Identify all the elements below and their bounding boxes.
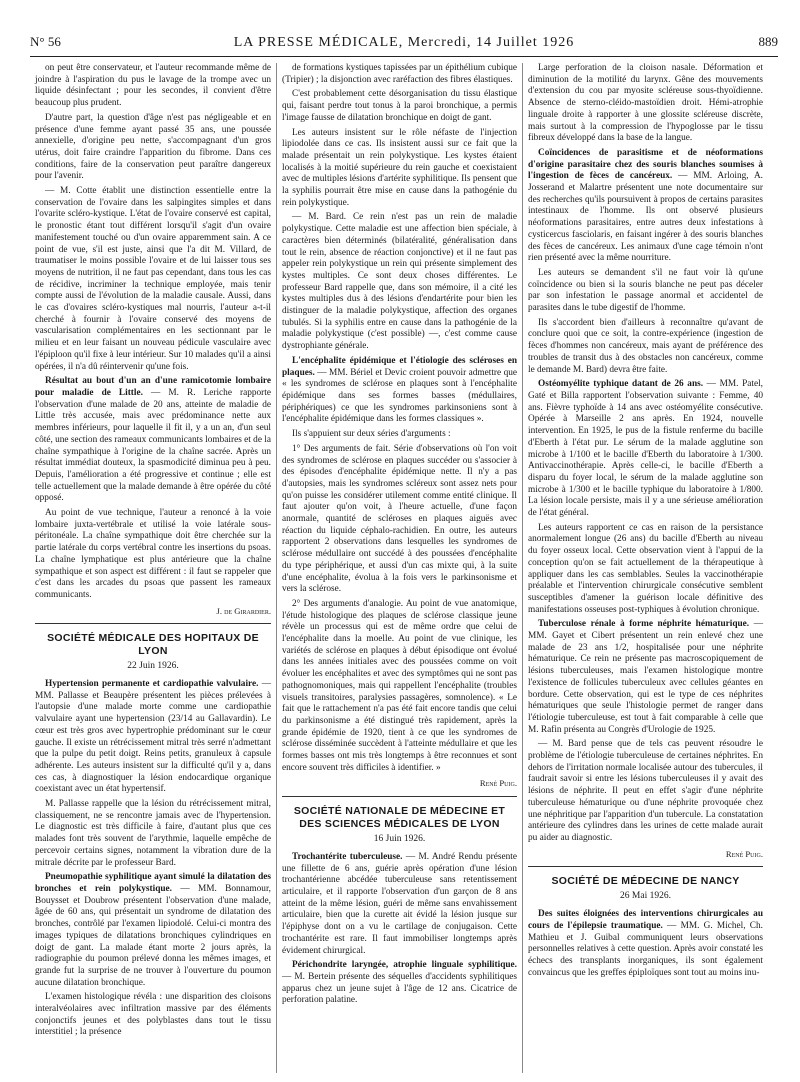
article-heading: L'encéphalite épidémique et l'étiologie des scléroses en plaques. (282, 355, 517, 378)
paragraph: — MM. Bériel et Devic croient pouvoir admettre que « les syndromes de sclérose en plaques sont à l'encéphalite épidémique dans ses formes basses (médullaires, périphériques) ce que les syndromes parkinsoniens sont à l'encéphalite épidémique dans les formes classiques ». (282, 367, 517, 425)
paragraph: Au point de vue technique, l'auteur a renoncé à la voie lombaire juxta-vertébrale et utilisé la voie latérale sous-péritonéale. La chaîne sympathique doit être cherchée sur la partie latérale du corps vertébral contre les insertions du psoas. La chaîne lymphatique est plus antérieure que la chaîne sympathique et son aspect est différent : il faut se rappeler que c'est dans les arcades du psoas que passent les rameaux communicants. (35, 508, 271, 600)
issue-number: N° 56 (30, 34, 61, 49)
article-block (528, 619, 763, 736)
article-heading: Pneumopathie syphilitique ayant simulé la dilatation des bronches et rein polykystique. (35, 872, 271, 894)
article-heading: Résultat au bout d'un an d'une ramicotomie lombaire pour maladie de Little. (35, 376, 271, 398)
paragraph: Les auteurs insistent sur le rôle néfaste de l'injection lipiodolée dans ce cas. Ils insistent aussi sur ce fait que la malade présentait un rein polykystique. Les kystes étaient localisés à la moitié supérieure du rein gauche et coexistaient avec de multiples lésions d'artérite syphilitique. Ils pensent que la syphilis pourrait être mise en cause dans la pathogénie du rein polykystique. (282, 127, 517, 208)
column-1 (30, 63, 276, 1073)
article-heading: Trochantérite tuberculeuse. (292, 851, 403, 862)
article-heading: Des suites éloignées des interventions chirurgicales au cours de l'épilepsie traumatique. (528, 909, 763, 931)
divider (528, 866, 763, 867)
paragraph: — MM. Bonnamour, Bouysset et Doubrow présentent l'observation d'une malade, âgée de 60 ans, qui présentait un syndrome de dilatation des bronches, contrôlé par l'examen lipiodolé. Celui-ci montra des images typiques de dilatations bronchiques cylindriques en doigt de gant. La malade étant morte 2 jours après, la radiographie du poumon prélevé donna les mêmes images, et grande fut la surprise de ne trouver à l'ouverture du poumon aucune dilatation bronchique. (35, 884, 271, 988)
article-block (528, 379, 763, 519)
signature: René Puig. (725, 848, 763, 859)
paragraph: Ils s'appuient sur deux séries d'arguments : (292, 429, 451, 440)
paragraph: — M. Bard. Ce rein n'est pas un rein de maladie polykystique. Cette maladie est une affection bien spéciale, à caractères bien déterminés (bilatéralité, généralisation dans tout le rein, absence de réaction conjonctive) et il ne faut pas appeler rein polykystique un rein qui présente simplement des kystes multiples. Ce sont deux choses différentes. Le professeur Bard rappelle que, dans son mémoire, il a cité les kystes multiples dus à des lésions d'endartérite pour bien les distinguer de la maladie polykystique, affection des organes tubulés. Si la syphilis entre en cause dans la pathogénie de la maladie polykystique (c'est possible) —, c'est comme cause dystrophiante générale. (282, 212, 517, 352)
column-2 (276, 63, 522, 1073)
signature: J. de Girardier. (216, 605, 271, 616)
paragraph: C'est probablement cette désorganisation du tissu élastique qui, faisant perdre tout tonus à la paroi bronchique, a permis l'image fausse de dilatation bronchique en doigt de gant. (282, 89, 517, 123)
section-title: SOCIÉTÉ MÉDICALE DES HOPITAUX DE LYON (47, 632, 259, 658)
page-header (30, 34, 778, 57)
journal-title: LA PRESSE MÉDICALE, Mercredi, 14 Juillet 1926 (233, 35, 575, 50)
section-title: SOCIÉTÉ NATIONALE DE MÉDECINE ET DES SCIENCES MÉDICALES DE LYON (293, 805, 506, 831)
divider (282, 796, 517, 797)
column-3 (522, 63, 768, 1073)
article-heading: Hypertension permanente et cardiopathie valvulaire. (45, 679, 259, 690)
columns (30, 63, 778, 1073)
article-block (35, 679, 271, 796)
paragraph: — MM. Gayet et Cibert présentent un rein enlevé chez une malade de 23 ans 1/2, hospitalisée pour une néphrite hématurique. Ce rein ne présente pas macroscopiquement de lésions tuberculeuses, mais l'examen histologique montre l'existence de follicules tuberculeux avec cellules géantes en bordure. Cette observation, qui est le type de ces néphrites hématuriques que seule l'histologie permet de ranger dans l'étiologie tuberculeuse, est tout à fait comparable à celle que M. Rafin présenta au Congrès d'Urologie de 1925. (528, 619, 763, 735)
article-block (528, 909, 763, 979)
paragraph: — MM. Patel, Gaté et Billa rapportent l'observation suivante : Femme, 40 ans. Fièvre typhoïde à 14 ans avec ostéomyélite consécutive. Opérée à Marseille 2 ans après. En 1924, nouvelle intervention. En 1925, le pus de la fistule renferme du bacille d'Eberth à l'état pur. Le sérum de la malade agglutine son microbe à 1/100 et le bacille d'Eberth du laboratoire à 1/300. Antivaccinothérapie. Après celle-ci, le bacille d'Eberth a disparu du foyer local, le sérum de la malade agglutine son microbe à 1/300 et le bacille typhique du laboratoire à 1/800. La lésion locale persiste, mais il y a une sérieuse amélioration de l'état général. (528, 379, 763, 519)
paragraph: Les auteurs rapportent ce cas en raison de la persistance anormalement longue (26 ans) du bacille d'Eberth au niveau du foyer osseux local. Cette observation vient à l'appui de la conception qu'on se fait actuellement de la thérapeutique à appliquer dans les cas semblables. Seules la vaccinothérapie préalable et l'intervention chirurgicale consécutive semblent susceptibles d'amener la guérison locale définitive des manifestations osseuses post-typhiques à évolution chronique. (528, 522, 763, 615)
article-block (35, 376, 271, 505)
paragraph: — M. André Rendu présente une fillette de 6 ans, guérie après opération d'une lésion trochantérienne abcédée tuberculeuse sans retentissement articulaire, et il rapporte l'observation d'un garçon de 8 ans atteint de la même lésion, guéri de même sans envahissement articulaire, bien que la curette ait évidé la lésion jusque sur l'épiphyse dont on a vu le cartilage de conjugaison. Cette trochantérite est rare. Il faut immobiliser longtemps après évidement chirurgical. (282, 851, 517, 956)
section-date: 22 Juin 1926. (127, 661, 179, 672)
paragraph: Les auteurs se demandent s'il ne faut voir là qu'une coïncidence ou bien si la souris blanche ne peut pas déceler par son infestation le passage anormal et accidentel de parasites dans le tube digestif de l'homme. (528, 267, 763, 314)
paragraph: — MM. G. Michel, Ch. Mathieu et J. Guibal communiquent leurs observations personnelles relatives à cette question. Après avoir constaté les échecs des transplants inorganiques, ils sont également convaincus que les greffes épiploïques sont tout au moins inu- (528, 920, 763, 978)
signature: René Puig. (479, 778, 517, 789)
section-date: 26 Mai 1926. (620, 891, 671, 902)
paragraph: — MM. Arloing, A. Josserand et Malartre présentent une note documentaire sur des recherches qu'ils poursuivent à propos de certains parasites intestinaux de l'homme. Ils ont observé plusieurs néoformations parasitaires, entre autres deux infestations à cysticercus fasciolaris, en faisant ingérer à des souris blanches des fèces de cancéreux. Les animaux d'une cage témoin n'ont rien présenté avec la même nourriture. (528, 171, 763, 264)
article-heading: Tuberculose rénale à forme néphrite hématurique. (538, 619, 750, 630)
paragraph: — M. Bertein présente des séquelles d'accidents syphilitiques apparus chez un jeune sujet à l'âge de 12 ans. Cicatrice de perforation palatine. (282, 971, 517, 1006)
article-block (35, 872, 271, 989)
paragraph: de formations kystiques tapissées par un épithélium cubique (Tripier) ; la disjonction avec raréfaction des fibres élastiques. (282, 63, 517, 85)
paragraph: — M. R. Leriche rapporte l'observation d'une malade de 20 ans, atteinte de maladie de Little très accusée, mais avec prédominance nette aux membres inférieurs, pour laquelle il fit il, y a un an, d'un seul côté, une section des rameaux communicants lombaires et de la chaîne sympathique à l'origine de la chaîne sacrée. Après un résultat immédiat douteux, la spasmodicité diminua peu à peu. Depuis, l'amélioration a été progressive et continue ; elle est telle actuellement que la malade demande à être opérée du côté opposé. (35, 387, 271, 504)
article-heading: Coïncidences de parasitisme et de néoformations d'origine parasitaire chez des souris blanches soumises à l'ingestion de fèces de cancéreux. (528, 147, 763, 182)
section-title: SOCIÉTÉ DE MÉDECINE DE NANCY (551, 875, 740, 888)
paragraph: Ils s'accordent bien d'ailleurs à reconnaître qu'avant de conclure quoi que ce soit, la contre-expérience (ingestion de fèces d'hommes non cancéreux, mais ayant de préférence des troubles de transit dus à des obstacles non cancéreux, comme le demande M. Bard) devra être faite. (528, 317, 763, 375)
paragraph: — MM. Pallasse et Beaupère présentent les pièces prélevées à l'autopsie d'une malade morte comme une cardiopathie valvulaire ayant une hypertension (23/14 au Gallavardin). Le cœur est très gros avec hypertrophie prédominant sur le cœur gauche. Il existe un rétrécissement mitral très serré n'admettant que la pulpe du petit doigt. Reins petits, granuleux à capsule adhérente. Les auteurs insistent sur la difficulté qu'il y a, dans ces cas, à diagnostiquer la lésion endocardique organique coexistant avec un état hypertensif. (35, 679, 271, 795)
section-date: 16 Juin 1926. (373, 834, 426, 845)
paragraph: M. Pallasse rappelle que la lésion du rétrécissement mitral, classiquement, ne se rencontre jamais avec de l'hypertension. Le diagnostic est très difficile à faire, d'autant plus que ces malades font très souvent de l'arythmie, laquelle empêche de percevoir certains signes, notamment la vibration dure de la mitrale décrite par le professeur Bard. (35, 799, 271, 868)
page-number: 889 (758, 34, 778, 49)
paragraph: — M. Bard pense que de tels cas peuvent résoudre le problème de l'étiologie tuberculeuse de certaines néphrites. En dehors de l'irritation normale localisée autour des tubercules, il faudrait savoir si entre les lésions tuberculeuses il y avait des lésions de néphrite. Il peut en effet s'agir d'une néphrite tuberculeuse hématurique ou d'une néphrite provoquée chez une néphritique par l'apparition d'un tubercule. La constatation antérieure des cylindres dans les urines de cette malade aurait pu aider au diagnostic. (528, 739, 763, 843)
paragraph: L'examen histologique révéla : une disparition des cloisons interalvéolaires avec infiltration massive par des éléments conjonctifs jeunes et des polyblastes dans tout le tissu interstitiel ; la présence (35, 992, 271, 1038)
divider (35, 623, 271, 624)
article-block (282, 852, 517, 957)
paragraph: — M. Cotte établit une distinction essentielle entre la conservation de l'ovaire dans les salpingites simples et dans l'ovarite scléro-kystique. L'état de l'ovaire conservé est capital, le pronostic étant tout différent lorsqu'il s'agit d'un ovaire manifestement touché ou d'un ovaire apparemment sain. A ce point de vue, s'il est juste, ainsi que l'a dit M. Villard, de traumatiser le moins possible l'ovaire et de lui laisser tous ses moyens de nutrition, il ne faut pas cependant, dans tous les cas de récidive, incriminer la technique employée, mais tenir compte aussi de l'évolution de la maladie causale. Aussi, dans le cas d'ovaires scléro-kystiques mal nourris, l'auteur a-t-il cherché à fournir à l'ovaire conservé des moyens de vascularisation complémentaires en les sectionnant par le milieu et en leur faisant un nouveau pédicule vasculaire avec l'épiploon qu'il fixe à leur intérieur. Sur 10 malades qu'il a ainsi opérées, il n'a dû réintervenir qu'une fois. (35, 186, 271, 372)
article-block (282, 960, 517, 1007)
paragraph: 2° Des arguments d'analogie. Au point de vue anatomique, l'étude histologique des plaques de sclérose classique jeune révèle un processus qui est de même ordre que celui de l'encéphalite dans la moelle. Au point de vue clinique, les variétés de sclérose en plaques à début épisodique ont évolué dans les années initiales avec des poussées comme on voit évoluer les encéphalites et avec des symptômes qui ne sont pas pathognomoniques, mais qui rappellent l'encéphalite (troubles visuels transitoires, paralysies passagères, somnolence). « Le fait que le rattachement n'a pas été fait encore tandis que celui du parkinsonisme a été distingué très rapidement, après la grande épidémie de 1920, tient à ce que les syndromes de sclérose disséminée succèdent à l'atteinte médullaire et que les formes basses ont mis très longtemps à être reconnues et sont encore souvent très difficiles à identifier. » (282, 598, 517, 773)
article-block (282, 356, 517, 426)
article-block (528, 148, 763, 265)
paragraph: 1° Des arguments de fait. Série d'observations où l'on voit des syndromes de sclérose en plaques succéder ou s'associer à des épisodes d'encéphalite épidémique nette. Il n'y a pas d'autopsies, mais les syndromes scléreux sont assez nets pour qu'on puisse les considérer utilement comme entité clinique. Il faut ajouter qu'on voit, à l'heure actuelle, d'une façon anormale, quantité de scléroses en plaques aiguës avec réaction du liquide céphalo-rachidien. En outre, les auteurs rapportent 2 observations dans lesquelles les syndromes de sclérose médullaire ont succédé à des poussées d'encéphalite du type périphérique, et aussi d'un cas mixte qui, à la suite d'une encéphalite, évolua à la fois vers le parkinsonisme et vers la sclérose. (282, 443, 517, 595)
paragraph: on peut être conservateur, et l'auteur recommande même de joindre à l'aspiration du pus le lavage de la trompe avec un liquide désinfectant ; pour les secondes, il convient d'être beaucoup plus prudent. (35, 63, 271, 109)
article-heading: Ostéomyélite typhique datant de 26 ans. (538, 379, 704, 390)
paragraph: D'autre part, la question d'âge n'est pas négligeable et en présence d'une femme ayant passé 35 ans, une poussée annexielle, d'origine peu nette, s'accompagnant d'un gros utérus, doit faire craindre l'apparition du fibrome. Dans ces conditions, faire de la conservation peut paraître dangereux pour l'avenir. (35, 112, 271, 182)
paragraph: Large perforation de la cloison nasale. Déformation et diminution de la motilité du larynx. Gêne des mouvements d'extension du cou par myosite scléreuse sous-thyoïdienne. Absence de sterno-cléido-mastoïdien droit. Hémi-atrophie linguale droite à rapporter à une glossite scléreuse discrète, mais surtout à la compression de l'hypoglosse par le tissu fibreux développé dans la base de la langue. (528, 63, 763, 144)
article-heading: Périchondrite laryngée, atrophie linguale syphilitique. (292, 960, 517, 971)
